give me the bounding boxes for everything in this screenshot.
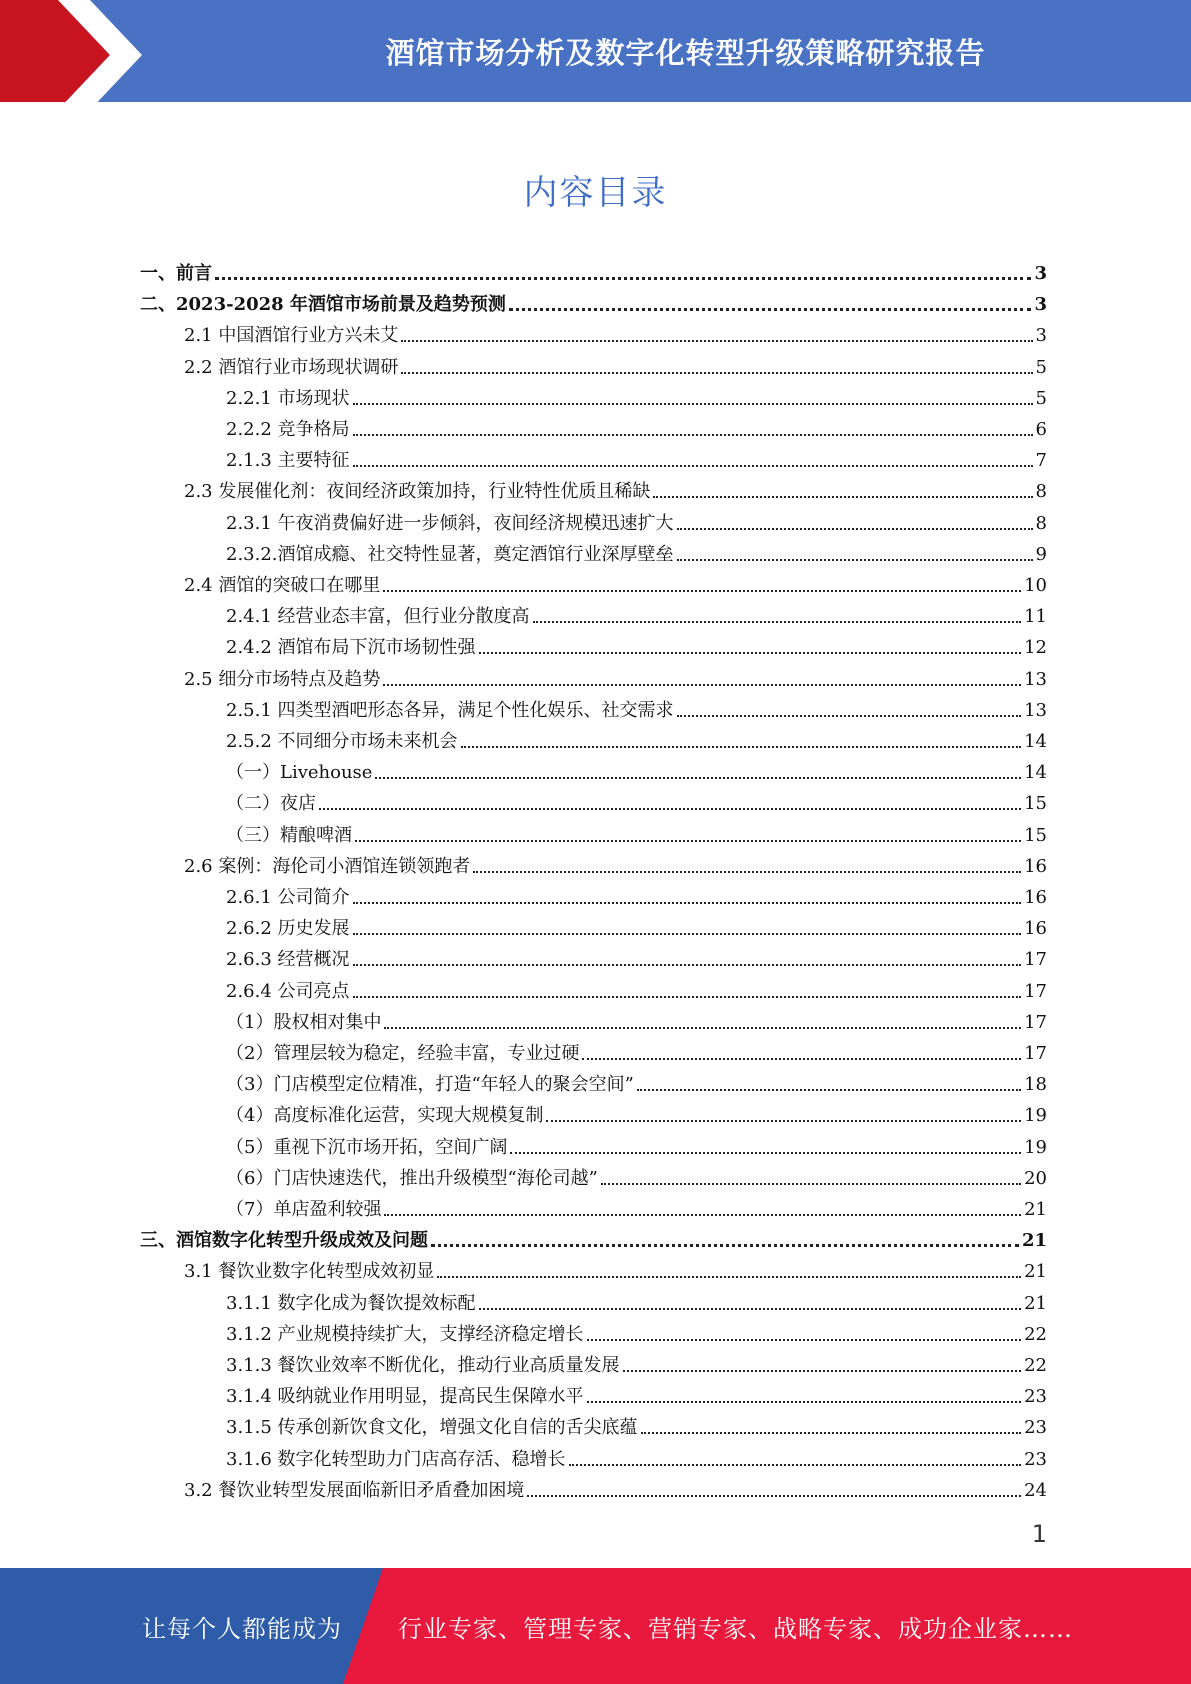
toc-entry-page: 16 xyxy=(1024,887,1047,908)
toc-entry[interactable] xyxy=(140,597,1047,628)
toc-leader-dots xyxy=(383,590,1021,592)
toc-entry-page: 24 xyxy=(1024,1479,1047,1501)
toc-leader-dots xyxy=(641,1432,1022,1434)
toc-entry[interactable] xyxy=(140,660,1047,691)
toc-leader-dots xyxy=(401,340,1032,342)
toc-entry[interactable] xyxy=(140,878,1047,909)
toc-entry[interactable] xyxy=(140,1003,1047,1034)
toc-entry[interactable] xyxy=(140,1034,1047,1065)
toc-leader-dots xyxy=(623,1370,1022,1372)
toc-entry-label: （4）高度标准化运营，实现大规模复制 xyxy=(226,1105,544,1127)
toc-leader-dots xyxy=(355,840,1021,842)
toc-entry[interactable] xyxy=(140,1471,1047,1502)
toc-entry[interactable] xyxy=(140,1190,1047,1221)
toc-leader-dots xyxy=(353,465,1033,467)
toc-entry-page: 12 xyxy=(1024,637,1047,659)
toc-entry-page: 21 xyxy=(1024,1261,1047,1283)
toc-entry[interactable] xyxy=(140,441,1047,472)
page-number: 1 xyxy=(1031,1520,1047,1548)
toc-entry[interactable] xyxy=(140,909,1047,940)
toc-entry[interactable] xyxy=(140,940,1047,971)
toc-entry-page: 9 xyxy=(1035,543,1047,565)
toc-entry-label: 2.4.2 酒馆布局下沉市场韧性强 xyxy=(226,637,476,659)
toc-entry-label: （三）精酿啤酒 xyxy=(226,824,352,846)
toc-entry-label: 二、2023-2028 年酒馆市场前景及趋势预测 xyxy=(140,294,506,316)
toc-entry-page: 8 xyxy=(1035,512,1047,534)
toc-entry-page: 3 xyxy=(1034,263,1047,284)
toc-entry[interactable] xyxy=(140,1065,1047,1096)
toc-entry-page: 21 xyxy=(1024,1292,1047,1314)
toc-leader-dots xyxy=(375,777,1021,779)
toc-leader-dots xyxy=(587,1339,1022,1341)
toc-entry-page: 13 xyxy=(1024,668,1047,690)
toc-entry-page: 17 xyxy=(1024,980,1047,1002)
toc-entry[interactable] xyxy=(140,1221,1047,1252)
toc-leader-dots xyxy=(383,684,1021,686)
toc-entry-label: （二）夜店 xyxy=(226,793,316,815)
toc-leader-dots xyxy=(677,715,1022,717)
toc-entry-page: 14 xyxy=(1024,762,1047,784)
toc-entry-label: （2）管理层较为稳定，经验丰富，专业过硬 xyxy=(226,1043,580,1064)
toc-entry-label: 3.1.2 产业规模持续扩大，支撑经济稳定增长 xyxy=(226,1323,584,1345)
toc-entry-page: 16 xyxy=(1024,855,1047,877)
toc-leader-dots xyxy=(677,528,1033,530)
toc-entry-page: 17 xyxy=(1024,1011,1047,1033)
toc-entry-label: 3.1.1 数字化成为餐饮提效标配 xyxy=(226,1292,476,1314)
toc-entry-label: 2.2.1 市场现状 xyxy=(226,387,350,409)
toc-leader-dots xyxy=(401,372,1032,374)
toc-entry-label: 2.2.2 竞争格局 xyxy=(226,419,350,440)
toc-leader-dots xyxy=(653,496,1032,498)
toc-leader-dots xyxy=(353,902,1022,904)
toc-entry-label: 2.6.3 经营概况 xyxy=(226,949,350,971)
toc-entry-label: 一、前言 xyxy=(140,263,212,284)
toc-entry[interactable] xyxy=(140,379,1047,410)
toc-entry-page: 8 xyxy=(1035,481,1047,503)
toc-entry[interactable] xyxy=(140,1440,1047,1471)
toc-entry-label: 2.1.3 主要特征 xyxy=(226,450,350,472)
toc-leader-dots xyxy=(384,1027,1021,1029)
toc-entry[interactable] xyxy=(140,535,1047,566)
toc-leader-dots xyxy=(215,277,1031,280)
toc-heading: 内容目录 xyxy=(523,173,668,213)
toc-entry[interactable] xyxy=(140,504,1047,535)
toc-entry[interactable] xyxy=(140,1315,1047,1346)
toc-entry[interactable] xyxy=(140,1159,1047,1190)
page-header xyxy=(0,0,1191,110)
toc-leader-dots xyxy=(601,1183,1021,1185)
toc-entry[interactable] xyxy=(140,847,1047,878)
toc-entry[interactable] xyxy=(140,1096,1047,1127)
toc-leader-dots xyxy=(353,403,1033,405)
toc-entry-page: 19 xyxy=(1024,1105,1047,1127)
toc-entry-page: 15 xyxy=(1024,793,1047,815)
footer-slogan-right: 行业专家、管理专家、营销专家、战略专家、成功企业家…… xyxy=(398,1614,1073,1643)
toc-leader-dots xyxy=(527,1495,1021,1497)
toc-entry[interactable] xyxy=(140,691,1047,722)
toc-entry[interactable] xyxy=(140,1408,1047,1439)
toc-entry-label: 2.5 细分市场特点及趋势 xyxy=(184,668,381,690)
toc-entry-page: 19 xyxy=(1024,1136,1047,1158)
toc-entry-label: （6）门店快速迭代，推出升级模型“海伦司越” xyxy=(226,1167,598,1189)
toc-entry-label: 3.1.6 数字化转型助力门店高存活、稳增长 xyxy=(226,1448,566,1470)
toc-entry-page: 23 xyxy=(1024,1386,1047,1408)
toc-entry-label: 2.4 酒馆的突破口在哪里 xyxy=(184,575,381,596)
toc-entry-label: 2.5.2 不同细分市场未来机会 xyxy=(226,731,458,752)
toc-leader-dots xyxy=(353,996,1022,998)
toc-entry-page: 11 xyxy=(1024,606,1047,628)
toc-leader-dots xyxy=(437,1276,1021,1278)
toc-leader-dots xyxy=(353,434,1033,436)
toc-entry-label: 3.1.4 吸纳就业作用明显，提高民生保障水平 xyxy=(226,1386,584,1408)
toc-entry-page: 23 xyxy=(1024,1417,1047,1439)
report-title: 酒馆市场分析及数字化转型升级策略研究报告 xyxy=(385,35,986,70)
toc-entry-page: 22 xyxy=(1024,1355,1047,1376)
toc-leader-dots xyxy=(509,308,1032,311)
toc-entry-page: 5 xyxy=(1035,387,1047,409)
toc-entry[interactable] xyxy=(140,753,1047,784)
toc-entry-label: 3.2 餐饮业转型发展面临新旧矛盾叠加困境 xyxy=(184,1479,525,1501)
toc-entry[interactable] xyxy=(140,316,1047,347)
toc-entry[interactable] xyxy=(140,1128,1047,1159)
toc-leader-dots xyxy=(353,964,1022,966)
toc-entry[interactable] xyxy=(140,784,1047,815)
toc-entry-label: （7）单店盈利较强 xyxy=(226,1199,382,1220)
toc-entry[interactable] xyxy=(140,1346,1047,1377)
toc-leader-dots xyxy=(510,1152,1021,1154)
toc-leader-dots xyxy=(582,1058,1021,1060)
toc-entry-label: 2.3.2.酒馆成瘾、社交特性显著，奠定酒馆行业深厚壁垒 xyxy=(226,543,674,565)
toc-entry[interactable] xyxy=(140,566,1047,597)
toc-entry-label: （一）Livehouse xyxy=(226,762,373,784)
toc-entry-label: 3.1 餐饮业数字化转型成效初显 xyxy=(184,1261,435,1283)
toc-entry[interactable] xyxy=(140,1252,1047,1283)
toc-leader-dots xyxy=(587,1401,1022,1403)
toc-entry-label: 2.5.1 四类型酒吧形态各异，满足个性化娱乐、社交需求 xyxy=(226,699,674,721)
toc-entry-page: 6 xyxy=(1035,419,1047,440)
toc-entry[interactable] xyxy=(140,722,1047,753)
toc-entry-label: 2.6.4 公司亮点 xyxy=(226,980,350,1002)
toc-entry-label: 2.6.2 历史发展 xyxy=(226,918,350,940)
toc-entry[interactable] xyxy=(140,254,1047,285)
toc-leader-dots xyxy=(533,621,1022,623)
toc-leader-dots xyxy=(479,652,1022,654)
toc-entry[interactable] xyxy=(140,816,1047,847)
toc-entry[interactable] xyxy=(140,972,1047,1003)
toc-entry-label: 2.3 发展催化剂：夜间经济政策加持，行业特性优质且稀缺 xyxy=(184,481,651,503)
toc-entry-page: 23 xyxy=(1024,1448,1047,1470)
toc-entry-page: 15 xyxy=(1024,824,1047,846)
toc-entry-label: 三、酒馆数字化转型升级成效及问题 xyxy=(140,1230,428,1252)
toc-entry-page: 20 xyxy=(1024,1167,1047,1189)
toc-leader-dots xyxy=(479,1308,1022,1310)
toc-entry-label: 3.1.3 餐饮业效率不断优化，推动行业高质量发展 xyxy=(226,1355,620,1376)
toc-entry-page: 10 xyxy=(1024,575,1047,596)
toc-entry-page: 3 xyxy=(1035,325,1047,347)
toc-entry-page: 17 xyxy=(1024,1043,1047,1064)
toc-entry-page: 7 xyxy=(1035,450,1047,472)
toc-entry-label: 2.4.1 经营业态丰富，但行业分散度高 xyxy=(226,606,530,628)
toc-leader-dots xyxy=(473,871,1021,873)
toc-entry[interactable] xyxy=(140,285,1047,316)
page-footer xyxy=(0,1568,1191,1684)
toc-entry[interactable] xyxy=(140,472,1047,503)
toc-entry[interactable] xyxy=(140,1377,1047,1408)
toc-entry-label: 2.2 酒馆行业市场现状调研 xyxy=(184,356,399,378)
toc-leader-dots xyxy=(677,559,1033,561)
toc-entry-page: 3 xyxy=(1034,294,1047,316)
toc-entry-page: 14 xyxy=(1024,731,1047,752)
footer-slogan-left: 让每个人都能成为 xyxy=(142,1614,342,1643)
toc-leader-dots xyxy=(353,933,1022,935)
toc-entry-page: 18 xyxy=(1024,1074,1047,1096)
toc-entry-page: 16 xyxy=(1024,918,1047,940)
toc-entry-label: 2.1 中国酒馆行业方兴未艾 xyxy=(184,325,399,347)
toc-leader-dots xyxy=(637,1089,1021,1091)
toc-leader-dots xyxy=(569,1464,1022,1466)
toc-entry-label: 3.1.5 传承创新饮食文化，增强文化自信的舌尖底蕴 xyxy=(226,1417,638,1439)
toc-leader-dots xyxy=(431,1244,1019,1247)
toc-entry[interactable] xyxy=(140,628,1047,659)
toc-entry-page: 21 xyxy=(1021,1230,1047,1252)
toc-entry-label: （3）门店模型定位精准，打造“年轻人的聚会空间” xyxy=(226,1074,634,1096)
toc-entry-page: 17 xyxy=(1024,949,1047,971)
toc-leader-dots xyxy=(461,746,1022,748)
toc-entry[interactable] xyxy=(140,348,1047,379)
toc-entry-label: （1）股权相对集中 xyxy=(226,1011,382,1033)
toc-entry-page: 22 xyxy=(1024,1323,1047,1345)
toc-entry[interactable] xyxy=(140,410,1047,441)
toc-leader-dots xyxy=(384,1214,1021,1216)
toc-entry-page: 21 xyxy=(1024,1199,1047,1220)
toc-entry-page: 13 xyxy=(1024,699,1047,721)
toc-entry-label: 2.6 案例：海伦司小酒馆连锁领跑者 xyxy=(184,855,471,877)
toc-leader-dots xyxy=(546,1120,1021,1122)
toc-entry-page: 5 xyxy=(1035,356,1047,378)
toc-entry-label: 2.3.1 午夜消费偏好进一步倾斜，夜间经济规模迅速扩大 xyxy=(226,512,674,534)
toc-entry-label: 2.6.1 公司简介 xyxy=(226,887,350,908)
toc-leader-dots xyxy=(319,808,1021,810)
toc-entry[interactable] xyxy=(140,1284,1047,1315)
toc-entry-label: （5）重视下沉市场开拓，空间广阔 xyxy=(226,1136,508,1158)
